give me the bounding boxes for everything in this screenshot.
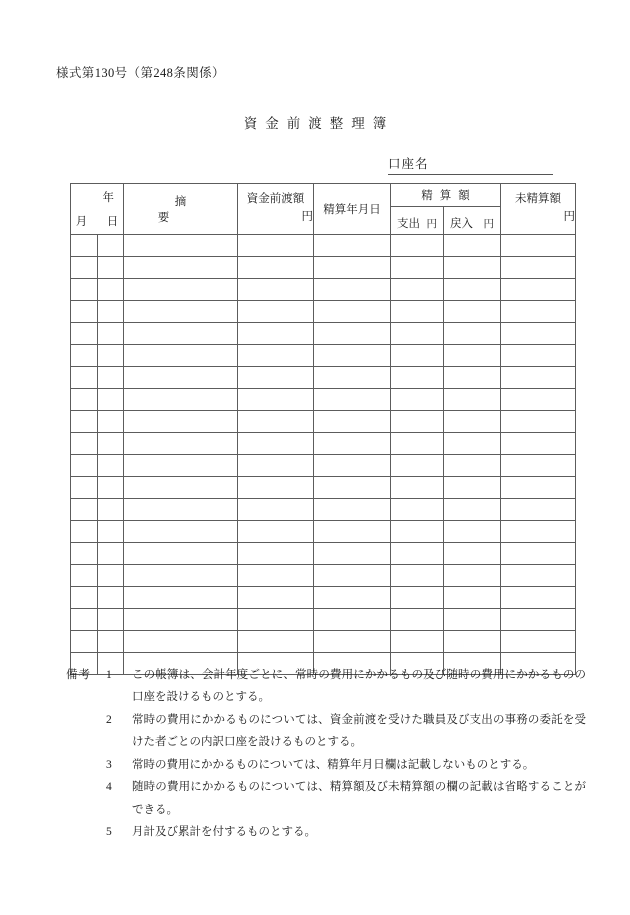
table-cell[interactable] [71,323,98,345]
table-cell[interactable] [98,521,124,543]
table-cell[interactable] [124,389,238,411]
table-cell[interactable] [501,543,576,565]
table-cell[interactable] [98,323,124,345]
note-item [106,754,586,776]
table-cell[interactable] [444,455,501,477]
table-cell[interactable] [314,565,391,587]
table-cell[interactable] [501,279,576,301]
table-cell[interactable] [444,279,501,301]
account-name-field [388,155,553,175]
note-text: 随時の費用にかかるものについては、精算額及び未精算額の欄の記載は省略することができる。 [132,781,586,816]
table-row [71,565,576,587]
table-cell[interactable] [98,565,124,587]
document-title: 資金前渡整理簿 [243,116,395,131]
ledger-table [70,183,576,675]
table-cell[interactable] [444,257,501,279]
table-cell[interactable] [124,367,238,389]
table-cell[interactable] [444,499,501,521]
note-item [106,709,586,754]
table-cell[interactable] [124,433,238,455]
table-row [71,543,576,565]
table-cell[interactable] [501,323,576,345]
table-cell[interactable] [314,543,391,565]
note-text: 月計及び累計を付するものとする。 [132,825,316,838]
table-cell[interactable] [314,499,391,521]
table-cell[interactable] [501,565,576,587]
table-cell[interactable] [444,411,501,433]
table-cell[interactable] [238,279,314,301]
table-cell[interactable] [501,521,576,543]
table-cell[interactable] [444,433,501,455]
ledger-body [71,235,576,675]
note-number: 1 [106,669,112,681]
table-row [71,235,576,257]
note-text: 常時の費用にかかるものについては、精算年月日欄は記載しないものとする。 [132,758,535,771]
table-cell[interactable] [391,455,444,477]
note-text: 常時の費用にかかるものについては、資金前渡を受けた職員及び支出の事務の委託を受けた者ごとの内訳口座を設けるものとする。 [132,713,586,749]
table-cell[interactable] [238,323,314,345]
table-cell[interactable] [314,257,391,279]
table-cell[interactable] [98,433,124,455]
table-cell[interactable] [501,455,576,477]
table-row [71,609,576,631]
table-row [71,345,576,367]
table-cell[interactable] [98,477,124,499]
note-text: この帳簿は、会計年度ごとに、常時の費用にかかるもの及び随時の費用にかかるものの口座を設けるものとする。 [132,669,586,704]
table-cell[interactable] [391,565,444,587]
ledger-header [71,184,576,235]
table-cell[interactable] [314,521,391,543]
table-cell[interactable] [124,477,238,499]
table-cell[interactable] [391,587,444,609]
header-date-month-day: 月 日 [75,216,123,228]
table-cell[interactable] [71,279,98,301]
header-settlement-date: 精算年月日 [314,184,391,235]
table-cell[interactable] [238,587,314,609]
table-cell[interactable] [98,279,124,301]
table-cell[interactable] [314,411,391,433]
table-cell[interactable] [124,301,238,323]
table-cell[interactable] [391,279,444,301]
table-cell[interactable] [238,521,314,543]
account-name-label: 口座名 [388,157,429,171]
table-cell[interactable] [238,609,314,631]
table-cell[interactable] [124,345,238,367]
table-cell[interactable] [238,455,314,477]
table-cell[interactable] [391,389,444,411]
table-row [71,323,576,345]
table-cell[interactable] [71,587,98,609]
table-cell[interactable] [238,433,314,455]
table-cell[interactable] [391,631,444,653]
header-unsettled-amount [501,184,576,235]
table-cell[interactable] [501,235,576,257]
table-cell[interactable] [98,631,124,653]
table-cell[interactable] [238,301,314,323]
table-cell[interactable] [124,543,238,565]
table-cell[interactable] [124,587,238,609]
header-date [71,184,124,235]
table-cell[interactable] [71,345,98,367]
table-cell[interactable] [124,521,238,543]
table-cell[interactable] [124,257,238,279]
notes-section [66,664,586,843]
table-cell[interactable] [98,235,124,257]
table-cell[interactable] [391,609,444,631]
table-row [71,389,576,411]
table-cell[interactable] [238,411,314,433]
table-cell[interactable] [501,499,576,521]
note-number: 5 [106,825,112,838]
table-cell[interactable] [314,301,391,323]
table-cell[interactable] [444,587,501,609]
table-cell[interactable] [98,367,124,389]
table-cell[interactable] [501,257,576,279]
table-cell[interactable] [501,587,576,609]
table-cell[interactable] [98,587,124,609]
table-cell[interactable] [314,323,391,345]
table-cell[interactable] [98,257,124,279]
header-refund [444,207,501,235]
table-cell[interactable] [501,345,576,367]
table-cell[interactable] [98,455,124,477]
table-cell[interactable] [501,477,576,499]
note-item [106,821,586,843]
table-row [71,477,576,499]
table-cell[interactable] [314,587,391,609]
note-item [106,776,586,821]
table-cell[interactable] [124,455,238,477]
table-cell[interactable] [71,543,98,565]
table-cell[interactable] [314,389,391,411]
table-cell[interactable] [444,477,501,499]
header-description: 摘要 [124,184,238,235]
table-cell[interactable] [98,301,124,323]
table-cell[interactable] [501,389,576,411]
header-advance-amount-label: 資金前渡額 [246,193,305,206]
table-cell[interactable] [314,455,391,477]
table-row [71,411,576,433]
header-expenditure [391,207,444,235]
table-cell[interactable] [444,301,501,323]
table-cell[interactable] [444,521,501,543]
table-cell[interactable] [238,257,314,279]
table-row [71,499,576,521]
table-cell[interactable] [391,477,444,499]
notes-label: 備考 [66,669,91,681]
table-cell[interactable] [71,609,98,631]
table-cell[interactable] [71,631,98,653]
table-cell[interactable] [124,565,238,587]
table-cell[interactable] [444,389,501,411]
table-cell[interactable] [98,543,124,565]
note-number: 3 [106,758,112,771]
table-cell[interactable] [238,477,314,499]
table-cell[interactable] [501,433,576,455]
table-cell[interactable] [71,565,98,587]
table-cell[interactable] [314,235,391,257]
table-cell[interactable] [238,235,314,257]
table-cell[interactable] [391,521,444,543]
table-cell[interactable] [238,565,314,587]
table-cell[interactable] [71,477,98,499]
header-unsettled-amount-label: 未精算額 [515,193,561,206]
table-cell[interactable] [391,433,444,455]
table-cell[interactable] [444,235,501,257]
table-row [71,279,576,301]
table-cell[interactable] [124,609,238,631]
table-cell[interactable] [238,367,314,389]
table-cell[interactable] [71,235,98,257]
table-cell[interactable] [314,345,391,367]
table-row [71,257,576,279]
table-cell[interactable] [501,609,576,631]
table-cell[interactable] [391,345,444,367]
account-name-input[interactable] [429,159,553,172]
table-cell[interactable] [71,257,98,279]
table-cell[interactable] [501,301,576,323]
table-cell[interactable] [314,609,391,631]
table-cell[interactable] [314,631,391,653]
form-number-line: 様式第130号（第248条関係） [56,66,225,80]
table-cell[interactable] [71,433,98,455]
table-cell[interactable] [444,323,501,345]
table-cell[interactable] [98,345,124,367]
header-refund-unit: 円 [483,219,494,230]
header-advance-amount [238,184,314,235]
table-cell[interactable] [444,543,501,565]
table-cell[interactable] [124,279,238,301]
header-refund-label: 戻入 [450,218,473,230]
table-cell[interactable] [444,367,501,389]
table-cell[interactable] [98,609,124,631]
table-row [71,367,576,389]
table-cell[interactable] [391,257,444,279]
table-cell[interactable] [238,631,314,653]
table-cell[interactable] [98,389,124,411]
table-cell[interactable] [314,477,391,499]
note-number: 2 [106,713,112,726]
table-cell[interactable] [314,367,391,389]
header-settlement-group: 精算額 [391,184,501,207]
table-cell[interactable] [314,433,391,455]
table-cell[interactable] [391,301,444,323]
table-cell[interactable] [124,631,238,653]
table-cell[interactable] [391,411,444,433]
table-row [71,433,576,455]
header-unsettled-amount-unit: 円 [563,211,575,223]
table-cell[interactable] [98,411,124,433]
table-cell[interactable] [71,499,98,521]
table-cell[interactable] [391,367,444,389]
note-item [106,664,586,709]
table-cell[interactable] [71,301,98,323]
table-cell[interactable] [444,609,501,631]
table-cell[interactable] [71,389,98,411]
table-cell[interactable] [124,323,238,345]
table-row [71,521,576,543]
table-row [71,587,576,609]
header-expenditure-unit: 円 [426,219,437,230]
table-cell[interactable] [238,543,314,565]
table-cell[interactable] [314,279,391,301]
table-cell[interactable] [444,565,501,587]
table-cell[interactable] [71,411,98,433]
table-cell[interactable] [391,543,444,565]
table-cell[interactable] [98,499,124,521]
table-cell[interactable] [124,499,238,521]
table-cell[interactable] [124,411,238,433]
note-number: 4 [106,781,112,794]
table-row [71,455,576,477]
table-cell[interactable] [391,499,444,521]
table-cell[interactable] [501,411,576,433]
table-cell[interactable] [501,367,576,389]
table-cell[interactable] [444,631,501,653]
table-cell[interactable] [124,235,238,257]
table-cell[interactable] [238,345,314,367]
table-cell[interactable] [71,367,98,389]
table-cell[interactable] [391,323,444,345]
table-cell[interactable] [238,499,314,521]
table-cell[interactable] [238,389,314,411]
table-cell[interactable] [501,631,576,653]
table-cell[interactable] [444,345,501,367]
table-row [71,301,576,323]
table-row [71,631,576,653]
table-cell[interactable] [71,455,98,477]
header-advance-amount-unit: 円 [301,211,313,223]
notes-list [106,664,586,843]
header-date-year: 年 [102,192,114,204]
header-expenditure-label: 支出 [397,218,420,230]
table-cell[interactable] [71,521,98,543]
table-cell[interactable] [391,235,444,257]
